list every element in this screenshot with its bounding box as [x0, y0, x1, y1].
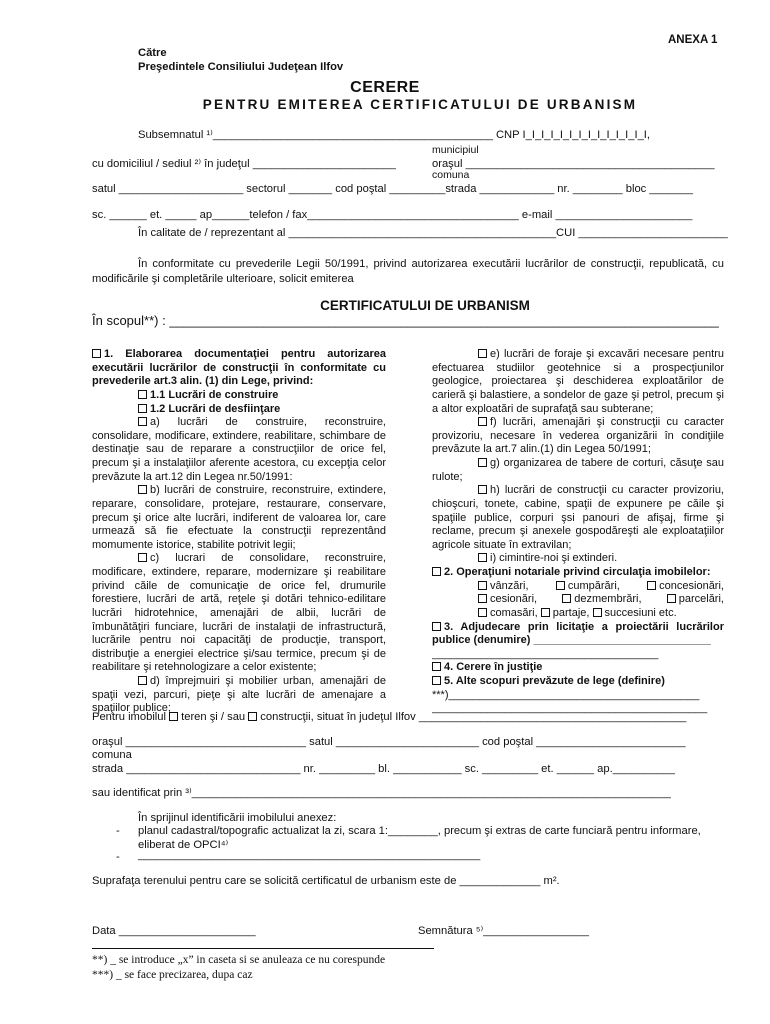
property-comuna-label: comuna	[92, 749, 132, 761]
option-cesionari: cesionări,	[490, 593, 538, 606]
annexes-title: În sprijinul identificării imobilului anexez:	[138, 812, 337, 824]
option-h: h) lucrări de construcţii cu caracter provizoriu, chioşcuri, tonete, cabine, spaţii de expunere pe căile şi spaţiile publice, corpuri şsi panouri de afişaj, firme şi reclame, precum şi anexele gospodăreşti ale exploataţiilor agricole situate în extravilan;	[432, 484, 724, 551]
applicant-name-line: Subsemnatul ¹⁾_____________________________________________ CNP I_I_I_I_I_I_I_I_I_I_I_I_I_I,	[138, 129, 651, 141]
checkbox-e[interactable]	[478, 349, 487, 358]
checkbox-op5[interactable]	[432, 676, 441, 685]
checkbox-c[interactable]	[138, 553, 147, 562]
conformity-paragraph: În conformitate cu prevederile Legii 50/1991, privind autorizarea executării lucrărilor de construcţii, republicată, cu modificările şi completările ulterioare, solicit emiterea	[92, 258, 724, 285]
address-line: satul ____________________ sectorul _______ cod poştal _________strada ____________ nr. ________ bloc _______	[92, 183, 693, 195]
checkbox-elaborare[interactable]	[92, 349, 101, 358]
checkbox-1-1[interactable]	[138, 390, 147, 399]
checkbox-partaje[interactable]	[541, 608, 550, 617]
option-3-adjudecare: 3. Adjudecare prin licitaţie a proiectării lucrărilor publice (denumire) _____________________________	[432, 620, 724, 647]
property-teren-label: teren şi / sau	[181, 711, 246, 723]
checkbox-concesionari[interactable]	[647, 581, 656, 590]
option-2-notarial: 2. Operaţiuni notariale privind circulaţia imobilelor:	[444, 566, 711, 578]
annex-item-2: _______________________________________________________	[138, 849, 481, 861]
checkbox-i[interactable]	[478, 553, 487, 562]
option-c: c) lucrari de consolidare, reconstruire, modificare, extindere, reparare, modernizare şi reabilitare privind căile de comunicaţie de orice fel, drumurile forestiere, lucrări de artă, reţele şi dotări tehnico-edilitare lucrări hidrotehnice, amenajări de albii, lucrări de îmbunătăţiri funciare, lucrări de instalaţii de infrastructură, lucrările pentru noi capacităţi de producţie, transport, distribuţie a energiei electrice şi/sau termice, precum şi de reabilitare şi retehnologizare a celor existente;	[92, 552, 386, 674]
option-1-1: 1.1 Lucrări de construire	[150, 388, 279, 401]
annex-dash-1: -	[116, 825, 120, 837]
checkbox-constructii[interactable]	[248, 712, 257, 721]
annex-dash-2: -	[116, 851, 120, 863]
checkbox-vanzari[interactable]	[478, 581, 487, 590]
scope-line: În scopul**) : ____________________________________________________________________________	[92, 313, 719, 328]
footnote-divider	[92, 948, 434, 949]
land-surface-line: Suprafaţa terenului pentru care se solicită certificatul de urbanism este de _____________ m².	[92, 875, 560, 887]
comuna-label: comuna	[432, 169, 470, 181]
property-street-line: strada ____________________________ nr. _________ bl. ___________ sc. _________ et. ______ ap.__________	[92, 763, 675, 775]
document-subtitle: PENTRU EMITEREA CERTIFICATULUI DE URBANISM	[202, 97, 638, 112]
option-comasari: comasări,	[490, 606, 538, 619]
option-g: g) organizarea de tabere de corturi, căsuţe sau rulote;	[432, 457, 724, 483]
option-cumparari: cumpărări,	[567, 579, 620, 592]
checkbox-op3[interactable]	[432, 622, 441, 631]
option-a: a) lucrări de construire, reconstruire, consolidare, modificare, extindere, reabilitare, schimbare de destinaţie sau de reparare a construcţiilor de orice fel, precum şi a instalaţiilor aferente acestora, cu excepţia celor prevăzute la art.12 din Legea nr.50/1991:	[92, 416, 386, 483]
checkbox-a[interactable]	[138, 417, 147, 426]
option-e: e) lucrări de foraje şi excavări necesare pentru efectuarea studiilor geotehnice si a prospecţiunilor geologice, proiectarea şi deschiderea exploatărilor de carieră şi balastiere, a sondelor de gaze şi petrol, precum şi a altor exploatări de suprafaţă sau subterane;	[432, 348, 724, 415]
domicile-county-line: cu domiciliul / sediul ²⁾ în judeţul _______________________	[92, 158, 396, 170]
option-partaje: partaje,	[552, 606, 590, 619]
option-5-fill-line: ***)_________________________________________	[432, 688, 700, 701]
addressee-line2: Preşedintele Consiliului Judeţean Ilfov	[138, 61, 344, 73]
option-1-elaborare: 1. Elaborarea documentaţiei pentru autorizarea executării lucrărilor de construcţii în conformitate cu prevederile art.3 alin. (1) din Lege, privind:	[92, 348, 386, 388]
option-b: b) lucrări de construire, reconstruire, extindere, reparare, consolidare, protejare, restaurare, conservare, precum şi orice alte lucrări, indiferent de valoarea lor, care urmează să fie efectuate la construcţii reprezentând momumente istorice, stabilite potrivit legii;	[92, 484, 386, 551]
section-title: CERTIFICATULUI DE URBANISM	[320, 298, 530, 313]
checkbox-d[interactable]	[138, 676, 147, 685]
checkbox-b[interactable]	[138, 485, 147, 494]
checkbox-succesiuni[interactable]	[593, 608, 602, 617]
option-1-2: 1.2 Lucrări de desfiinţare	[150, 402, 281, 415]
annex-item-1: planul cadastral/topografic actualizat la zi, scara 1:________, precum şi extras de carte funciară pentru informare, eliberat de OPCI⁴⁾	[138, 825, 701, 851]
option-3-fill-line: _____________________________________	[432, 647, 659, 660]
option-5-alte-scopuri: 5. Alte scopuri prevăzute de lege (definire)	[444, 675, 665, 687]
checkbox-1-2[interactable]	[138, 404, 147, 413]
checkbox-dezmembrari[interactable]	[562, 594, 571, 603]
annex-label: ANEXA 1	[668, 34, 718, 46]
checkbox-g[interactable]	[478, 458, 487, 467]
right-column	[432, 348, 724, 716]
contact-line: sc. ______ et. _____ ap______telefon / fax__________________________________ e-mail ______________________	[92, 209, 693, 221]
checkbox-parcelari[interactable]	[667, 594, 676, 603]
municipiul-label: municipiul	[432, 144, 479, 156]
option-parcelari: parcelări,	[678, 593, 724, 606]
property-line	[92, 710, 686, 724]
checkbox-teren[interactable]	[169, 712, 178, 721]
city-line: oraşul ________________________________________	[432, 158, 715, 170]
property-label: Pentru imobilul	[92, 711, 166, 723]
option-d: d) împrejmuiri şi mobilier urban, amenajări de spaţii vezi, parcuri, pieţe şi alte lucrări de amenajare a spaţiilor publice;	[92, 675, 386, 715]
checkbox-cesionari[interactable]	[478, 594, 487, 603]
option-concesionari: concesionări,	[659, 579, 724, 592]
option-vanzari: vânzări,	[490, 579, 529, 592]
footnote-1: **) _ se introduce „x” in caseta si se anuleaza ce nu corespunde	[92, 954, 386, 966]
document-title: CERERE	[350, 79, 420, 96]
checkbox-op4[interactable]	[432, 662, 441, 671]
footnote-2: ***) _ se face precizarea, dupa caz	[92, 969, 253, 981]
property-city-line: oraşul _____________________________ satul _______________________ cod poştal ________________________	[92, 736, 686, 748]
checkbox-cumparari[interactable]	[556, 581, 565, 590]
signature-field: Semnătura ⁵⁾_________________	[418, 925, 589, 937]
option-4-justitie: 4. Cerere în justiţie	[444, 661, 543, 674]
checkbox-h[interactable]	[478, 485, 487, 494]
option-f: f) lucrări, amenajări şi construcţii cu caracter provizoriu, necesare în vederea organizării în condiţiile prevăzute la art.7 alin.(1) din Legea 50/1991;	[432, 416, 724, 456]
date-field: Data ______________________	[92, 925, 256, 937]
checkbox-f[interactable]	[478, 417, 487, 426]
checkbox-comasari[interactable]	[478, 608, 487, 617]
checkbox-op2[interactable]	[432, 567, 441, 576]
left-column	[92, 348, 386, 716]
option-dezmembrari: dezmembrări,	[574, 593, 642, 606]
property-identification-line: sau identificat prin ³⁾_____________________________________________________________________________	[92, 787, 671, 799]
property-constructii-label: construcţii, situat în judeţul Ilfov ___________________________________________	[260, 711, 687, 723]
representative-line: În calitate de / reprezentant al ___________________________________________CUI ________________________	[138, 227, 728, 239]
option-i: i) cimintire-noi şi extinderi.	[490, 552, 618, 565]
option-5-fill-line-2: _____________________________________________	[432, 702, 708, 715]
option-succesiuni: succesiuni etc.	[604, 606, 677, 619]
addressee-line1: Către	[138, 47, 167, 59]
